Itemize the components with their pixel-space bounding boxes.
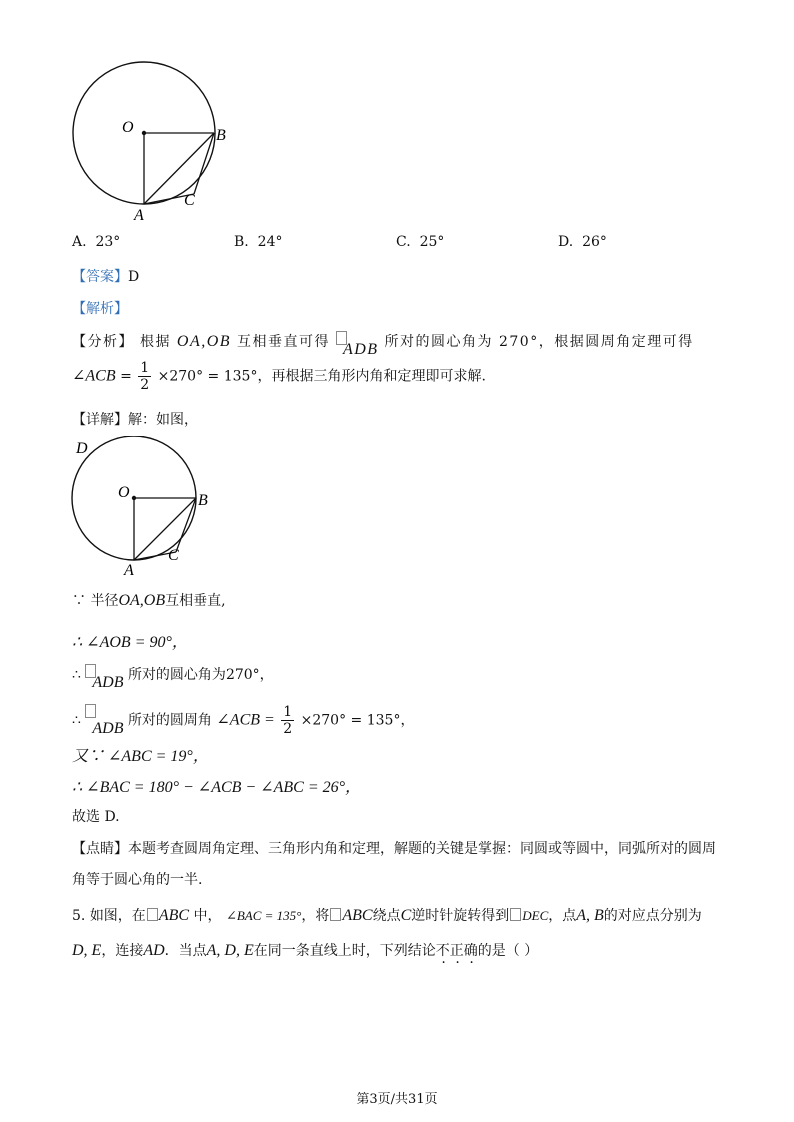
fig1-label-c: C [184,192,195,209]
option-b: B. 24° [234,234,283,250]
step-7: 故选 D. [72,809,120,825]
detail-line: 【详解】解：如图， [72,412,198,428]
triangle-symbol-icon [330,908,341,921]
figure-2-circle [68,436,228,582]
page-footer: 第3页/共31页 [356,1092,438,1107]
option-d: D. 26° [558,234,607,250]
step-3: ∴ ADB 所对的圆心角为270°， [72,664,274,684]
fenxi-line-2: ∠ACB = $\frac{1}{2}$ ×270° = 135°，再根据三角形内角和定理即可求解. [72,360,486,393]
option-a: A. 23° [72,234,121,250]
fig1-label-b: B [216,127,226,144]
step-6: ∴ ∠BAC = 180° − ∠ACB − ∠ABC = 26°， [72,779,362,796]
question-5-line-2: D, E，连接AD．当点A, D, E在同一条直线上时，下列结论不正确的是（ ） [72,942,539,959]
analysis-tag: 【解析】 [72,301,128,317]
dianjing-line-2: 角等于圆心角的一半. [72,872,203,888]
fraction-half: $\frac{1}{2}$ [140,360,150,393]
fig2-label-b: B [198,492,208,509]
answer-line [72,266,139,286]
fig1-label-a: A [134,207,144,224]
figure-1-circle [68,58,238,228]
question-5-line-1: 5. 如图，在 ABC 中， ∠BAC = 135°，将 ABC绕点C逆时针旋转得到 DEC，点A, B的对应点分别为 [72,907,702,924]
fig2-label-c: C [168,547,179,564]
answer-value: D [128,269,140,285]
fig1-label-o: O [122,119,134,136]
step-5: 又∵ ∠ABC = 19°， [72,748,209,765]
fenxi-line-1: 【分析】 根据 OA,OB 互相垂直可得 ADB 所对的圆心角为 270°，根据圆周角定理可得 [72,333,694,358]
triangle-symbol-icon [147,908,158,921]
step-2: ∴ ∠AOB = 90°， [72,634,188,651]
step-4: ∴ ADB 所对的圆周角 ∠ACB = $\frac{1}{2}$ ×270° = 135°， [72,704,415,737]
fig2-label-o: O [118,484,130,501]
fraction-half: $\frac{1}{2}$ [283,704,293,737]
dianjing-line-1: 【点睛】本题考查圆周角定理、三角形内角和定理，解题的关键是掌握：同圆或等圆中，同弧所对的圆周 [72,841,716,857]
answer-tag: 【答案】 [72,269,128,285]
step-1: ∵ 半径OA,OB互相垂直, [72,592,226,609]
option-c: C. 25° [396,234,445,250]
fig2-label-d: D [76,440,88,457]
triangle-symbol-icon [510,908,521,921]
arc-symbol-icon [85,704,96,718]
fig2-label-a: A [124,562,134,579]
